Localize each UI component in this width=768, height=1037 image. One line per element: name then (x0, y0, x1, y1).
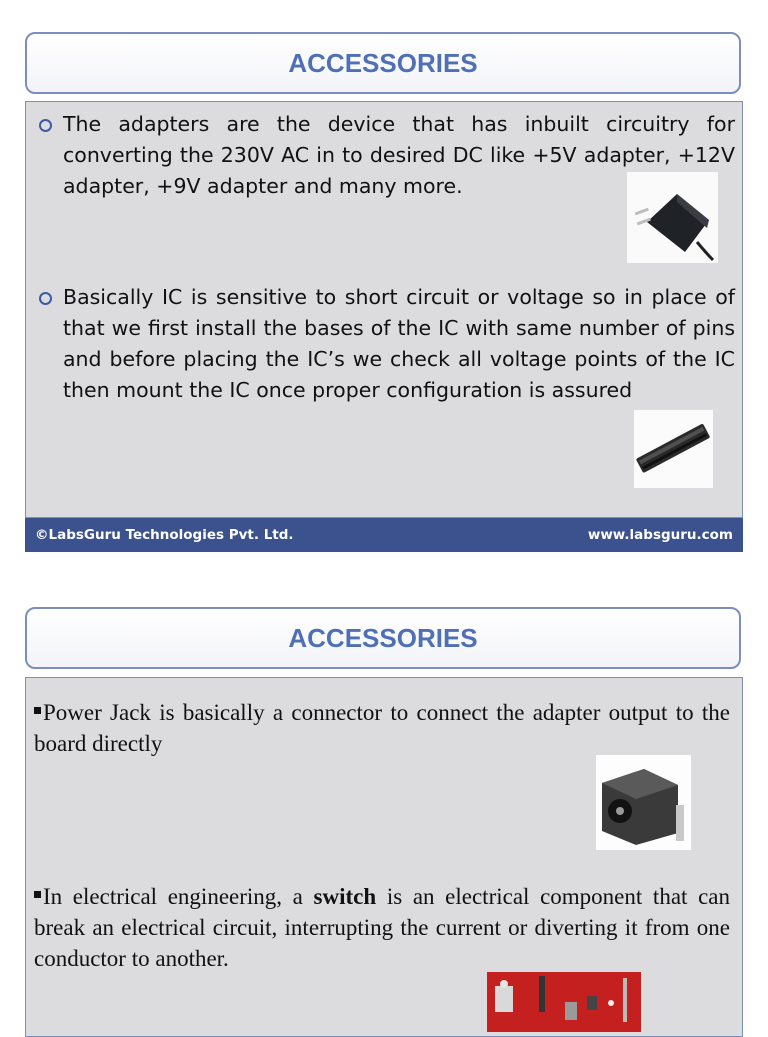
bullet-text: Basically IC is sensitive to short circuit or voltage so in place of that we first install the bases of the IC with same number of pins and before placing the IC’s we check all voltage points of the IC then mount the IC once proper configuration is assured (63, 285, 735, 402)
slide-content (25, 101, 743, 518)
footer-website-link[interactable]: www.labsguru.com (587, 527, 733, 543)
adapter-image (627, 172, 718, 263)
bullet-ring-icon (39, 292, 52, 305)
ic-socket-image (634, 410, 713, 488)
switches-image (487, 972, 641, 1032)
power-jack-paragraph: Power Jack is basically a connector to connect the adapter output to the board directly (34, 700, 730, 756)
switch-paragraph: In electrical engineering, a switch is an electrical component that can break an electrical circuit, interrupting the current or diverting it from one conductor to another. (34, 884, 730, 971)
slide-title: ACCESSORIES (288, 622, 478, 653)
bullet-text: The adapters are the device that has inbuilt circuitry for converting the 230V AC in to desired DC like +5V adapter, +12V adapter, +9V adapter and many more. (63, 112, 735, 198)
slide-title: ACCESSORIES (288, 47, 478, 78)
bullet-ic-socket (39, 282, 735, 406)
slide-title-box (25, 32, 741, 94)
square-bullet-icon (34, 707, 41, 714)
power-jack-image (596, 755, 691, 850)
square-bullet-icon (34, 891, 41, 898)
slide-content (25, 677, 743, 1037)
slide-title-box (25, 607, 741, 669)
bullet-ring-icon (39, 119, 52, 132)
footer-bar (25, 518, 743, 552)
footer-copyright: ©LabsGuru Technologies Pvt. Ltd. (35, 527, 294, 543)
